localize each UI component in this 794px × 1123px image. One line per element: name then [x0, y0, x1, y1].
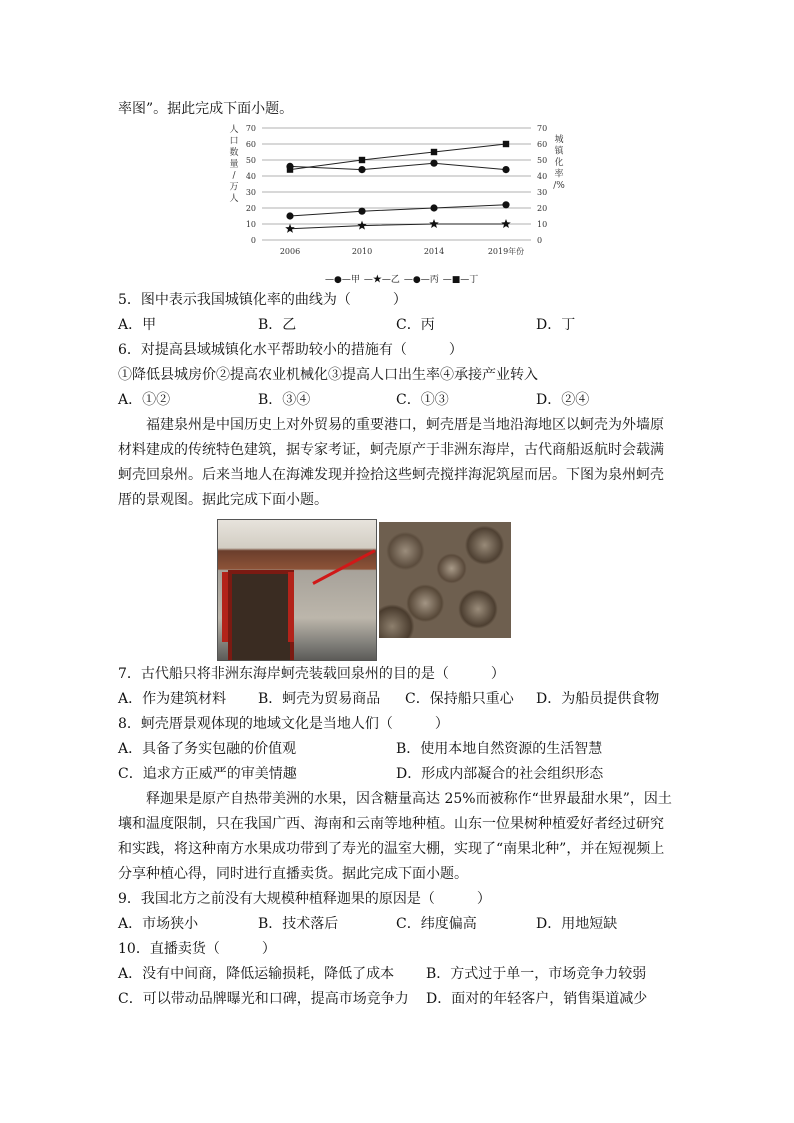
data-point-丙 — [502, 166, 509, 173]
right-axis-label-char: 镇 — [554, 146, 564, 157]
q10-option-d[interactable]: D．面对的年轻客户，销售渠道减少 — [426, 991, 648, 1007]
left-axis-label-char: 数 — [229, 148, 239, 158]
passage3-line: 和实践，将这种南方水果成功带到了寿光的温室大棚，实现了“南果北种”，并在短视频上 — [118, 841, 665, 857]
passage2-line: 材料建成的传统特色建筑，据专家考证，蚵壳原产于非洲东海岸，古代商船返航时会载满 — [118, 442, 664, 458]
chart-legend — [325, 272, 482, 285]
y-tick-left: 70 — [245, 124, 256, 133]
oyster-shell-house-photo — [217, 519, 377, 661]
q10-stem: 10．直播卖货（ ） — [118, 941, 276, 957]
data-point-甲 — [430, 204, 437, 211]
q9-option-b[interactable]: B．技术落后 — [258, 916, 339, 932]
legend-item-乙: —★—乙 — [363, 275, 400, 285]
data-point-丙 — [430, 160, 437, 167]
passage2-line: 福建泉州是中国历史上对外贸易的重要港口，蚵壳厝是当地沿海地区以蚵壳为外墙原 — [146, 417, 664, 433]
line-chart — [226, 120, 566, 290]
right-axis-label-char: /% — [553, 181, 565, 191]
legend-item-丙: —●—丙 — [403, 275, 439, 285]
series-line-丙 — [290, 163, 506, 169]
q9-option-a[interactable]: A．市场狭小 — [118, 916, 199, 932]
y-tick-left: 30 — [245, 188, 256, 197]
q6-option-a[interactable]: A．①② — [118, 392, 171, 408]
y-tick-right: 10 — [537, 220, 548, 229]
x-tick-label: 2019年份 — [487, 247, 525, 256]
q7-option-d[interactable]: D．为船员提供食物 — [536, 691, 660, 707]
q8-option-c[interactable]: C．追求方正威严的审美情趣 — [118, 766, 297, 782]
data-point-甲 — [502, 201, 509, 208]
passage3-line: 释迦果是原产自热带美洲的水果，因含糖量高达 25%而被称作“世界最甜水果”，因土 — [146, 791, 672, 807]
q6-option-d[interactable]: D．②④ — [536, 392, 590, 408]
q5-option-d[interactable]: D．丁 — [536, 317, 576, 333]
data-point-丙 — [358, 166, 365, 173]
data-point-丁 — [287, 166, 293, 172]
data-point-乙 — [357, 221, 367, 230]
x-tick-label: 2014 — [423, 247, 445, 256]
q6-option-b[interactable]: B．③④ — [258, 392, 311, 408]
q6-option-c[interactable]: C．①③ — [396, 392, 449, 408]
q10-option-b[interactable]: B．方式过于单一，市场竞争力较弱 — [426, 966, 647, 982]
red-arrow-icon — [312, 549, 375, 585]
y-tick-right: 70 — [537, 124, 548, 133]
x-tick-label: 2006 — [279, 247, 301, 256]
data-point-乙 — [285, 224, 295, 233]
legend-item-甲: —●—甲 — [325, 275, 360, 285]
q6-items: ①降低县城房价②提高农业机械化③提高人口出生率④承接产业转入 — [118, 367, 538, 383]
q7-option-b[interactable]: B．蚵壳为贸易商品 — [258, 691, 381, 707]
y-tick-right: 30 — [537, 188, 548, 197]
series-line-甲 — [290, 205, 506, 216]
data-point-甲 — [286, 212, 293, 219]
series-line-丁 — [290, 144, 506, 170]
q6-stem: 6．对提高县域城镇化水平帮助较小的措施有（ ） — [118, 342, 463, 358]
left-axis-label-char: 人 — [229, 125, 239, 135]
q5-option-b[interactable]: B．乙 — [258, 317, 297, 333]
y-tick-left: 40 — [245, 172, 256, 181]
q9-option-d[interactable]: D．用地短缺 — [536, 916, 618, 932]
intro-line: 率图”。据此完成下面小题。 — [118, 101, 294, 117]
oyster-shell-closeup-photo — [379, 522, 511, 638]
left-axis-label-char: 量 — [229, 159, 239, 170]
q8-stem: 8．蚵壳厝景观体现的地域文化是当地人们（ ） — [118, 716, 449, 732]
legend-item-丁: —■—丁 — [442, 275, 479, 285]
y-tick-left: 0 — [250, 236, 256, 245]
left-axis-label-char: 口 — [229, 136, 239, 147]
series-line-乙 — [290, 224, 506, 229]
y-tick-right: 60 — [537, 140, 548, 149]
q10-option-a[interactable]: A．没有中间商，降低运输损耗，降低了成本 — [118, 966, 395, 982]
q5-option-c[interactable]: C．丙 — [396, 317, 435, 333]
q9-stem: 9．我国北方之前没有大规模种植释迦果的原因是（ ） — [118, 891, 491, 907]
y-tick-right: 50 — [537, 156, 548, 165]
y-tick-left: 60 — [245, 140, 256, 149]
q7-stem: 7．古代船只将非洲东海岸蚵壳装载回泉州的目的是（ ） — [118, 666, 505, 682]
left-axis-label-char: 万 — [229, 182, 239, 193]
q5-option-a[interactable]: A．甲 — [118, 317, 157, 333]
q7-option-a[interactable]: A．作为建筑材料 — [118, 691, 227, 707]
passage3-line: 分享种植心得，同时进行直播卖货。据此完成下面小题。 — [118, 866, 468, 882]
q8-option-b[interactable]: B．使用本地自然资源的生活智慧 — [396, 741, 603, 757]
data-point-丁 — [503, 141, 509, 147]
data-point-甲 — [358, 208, 365, 215]
passage3-line: 壤和温度限制，只在我国广西、海南和云南等地种植。山东一位果树种植爱好者经过研究 — [118, 816, 664, 832]
y-tick-right: 20 — [537, 204, 548, 213]
right-axis-label-char: 城 — [554, 135, 564, 145]
right-axis-label-char: 化 — [554, 158, 564, 168]
data-point-丁 — [431, 149, 437, 155]
q8-option-d[interactable]: D．形成内部凝合的社会组织形态 — [396, 766, 604, 782]
y-tick-right: 0 — [537, 236, 543, 245]
y-tick-left: 20 — [245, 204, 256, 213]
y-tick-left: 50 — [245, 156, 256, 165]
data-point-丁 — [359, 157, 365, 163]
left-axis-label-char: 人 — [229, 194, 239, 204]
q7-option-c[interactable]: C．保持船只重心 — [405, 691, 514, 707]
y-tick-right: 40 — [537, 172, 548, 181]
passage2-line: 厝的景观图。据此完成下面小题。 — [118, 492, 328, 508]
passage2-line: 蚵壳回泉州。后来当地人在海滩发现并捡拾这些蚵壳搅拌海泥筑屋而居。下图为泉州蚵壳 — [118, 467, 664, 483]
q9-option-c[interactable]: C．纬度偏高 — [396, 916, 477, 932]
q10-option-c[interactable]: C．可以带动品牌曝光和口碑，提高市场竞争力 — [118, 991, 409, 1007]
left-axis-label-char: / — [232, 171, 236, 181]
data-point-乙 — [429, 219, 439, 228]
q5-stem: 5．图中表示我国城镇化率的曲线为（ ） — [118, 292, 407, 308]
right-axis-label-char: 率 — [554, 169, 564, 180]
y-tick-left: 10 — [245, 220, 256, 229]
q8-option-a[interactable]: A．具备了务实包融的价值观 — [118, 741, 297, 757]
data-point-乙 — [501, 219, 511, 228]
x-tick-label: 2010 — [351, 247, 373, 256]
